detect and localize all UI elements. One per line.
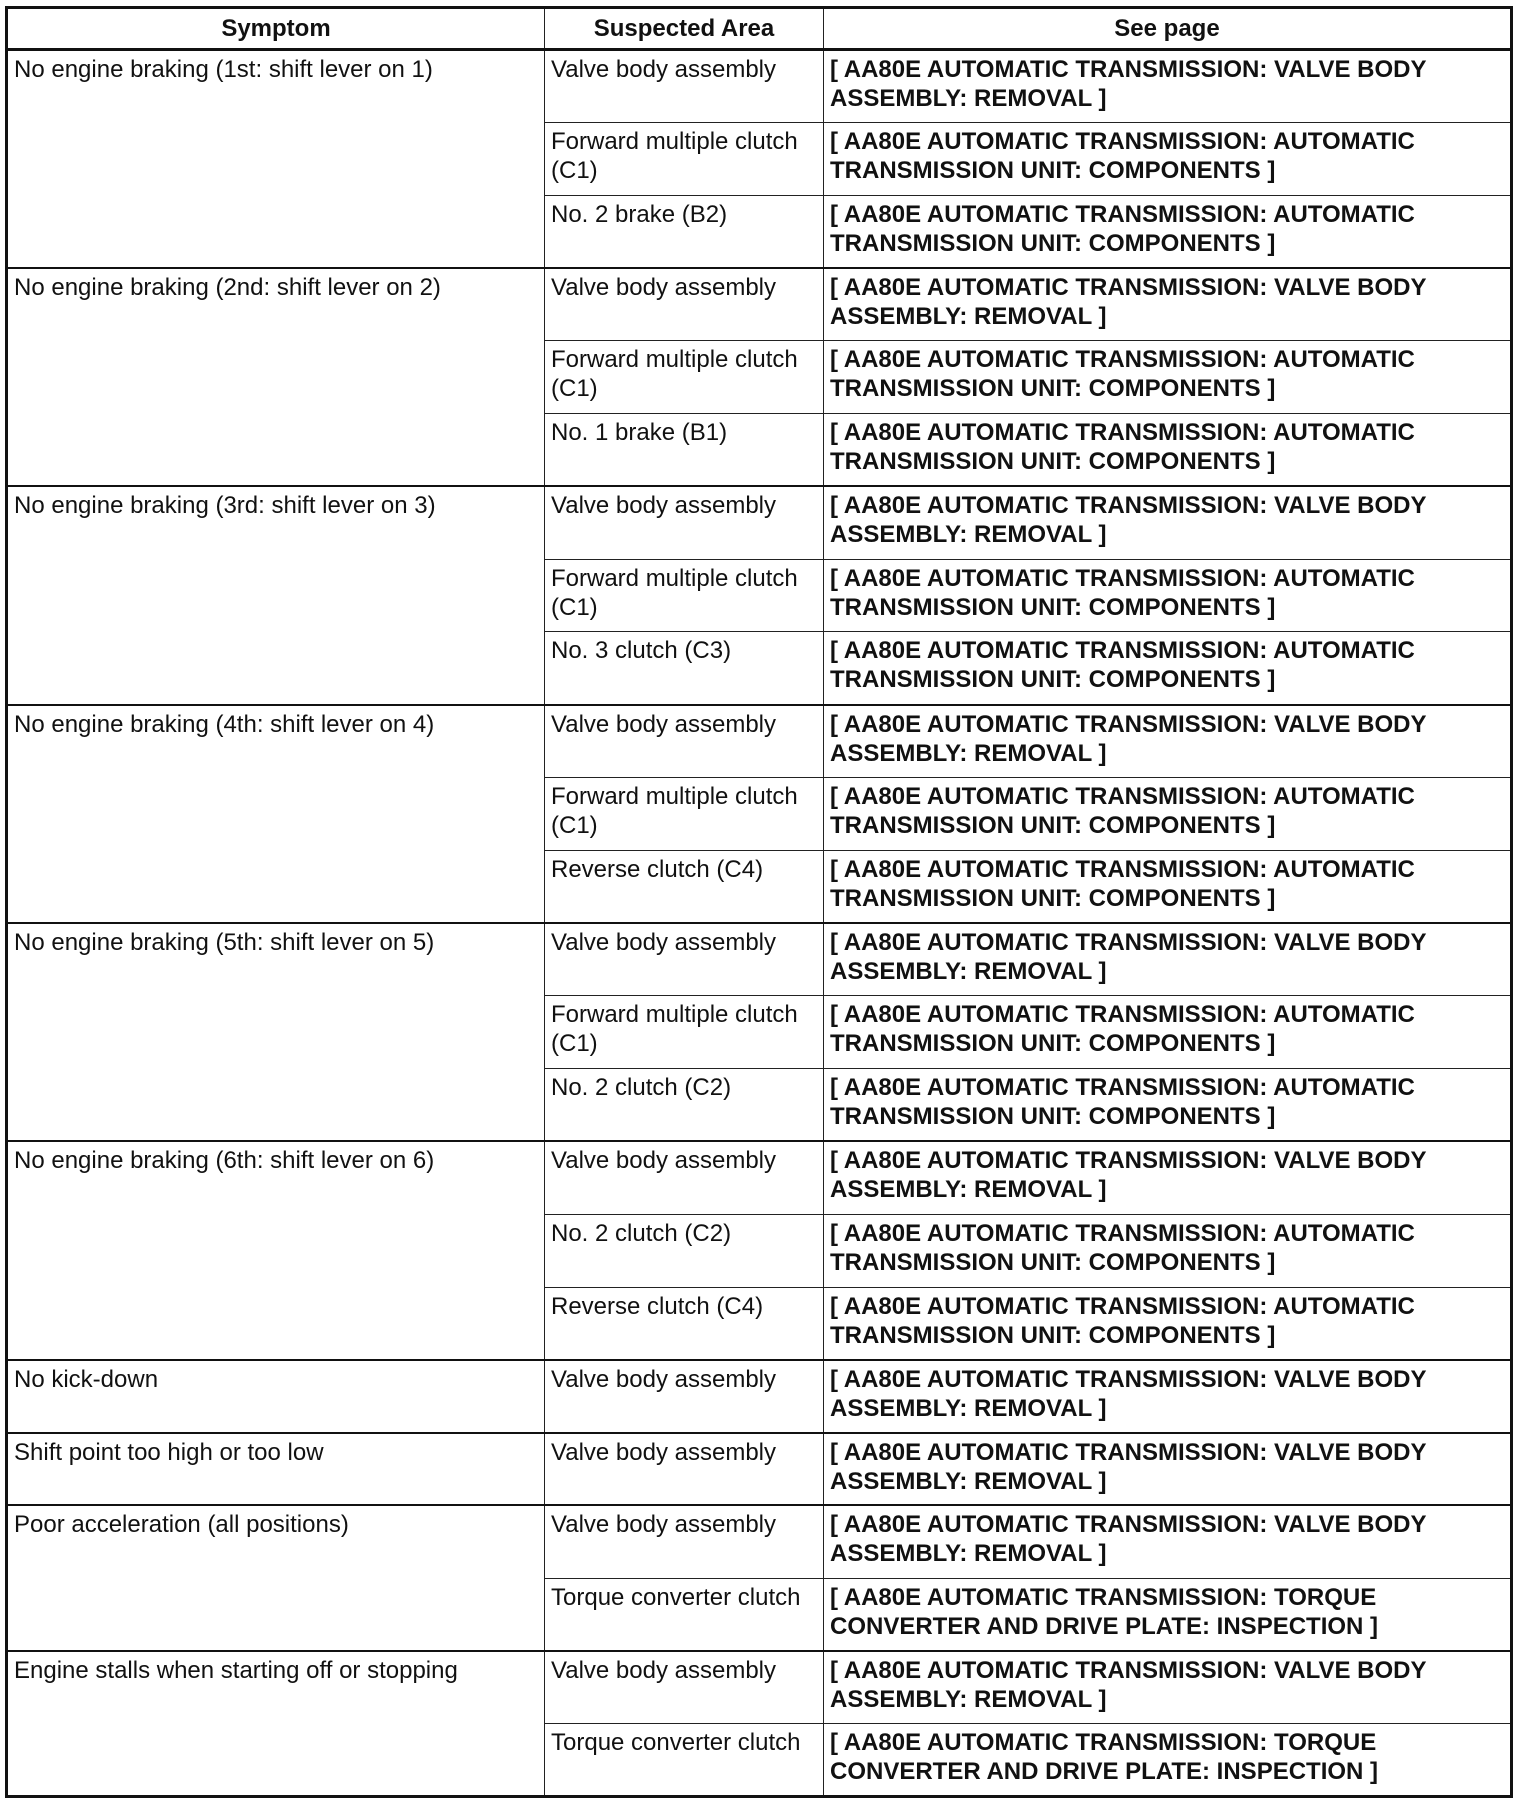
suspected-area-cell: Valve body assembly [545,1651,824,1724]
see-page-reference-link[interactable]: [ AA80E AUTOMATIC TRANSMISSION: AUTOMATIC TRANSMISSION UNIT: COMPONENTS ] [824,559,1512,632]
symptom-cell: No engine braking (5th: shift lever on 5) [7,923,545,1141]
see-page-reference-link[interactable]: [ AA80E AUTOMATIC TRANSMISSION: VALVE BODY ASSEMBLY: REMOVAL ] [824,486,1512,559]
see-page-reference-link[interactable]: [ AA80E AUTOMATIC TRANSMISSION: VALVE BODY ASSEMBLY: REMOVAL ] [824,1651,1512,1724]
table-row [7,705,1512,778]
symptom-table-container [5,6,1510,1798]
table-row [7,1433,1512,1506]
suspected-area-cell: Reverse clutch (C4) [545,1287,824,1360]
see-page-reference-link[interactable]: [ AA80E AUTOMATIC TRANSMISSION: AUTOMATIC TRANSMISSION UNIT: COMPONENTS ] [824,195,1512,268]
symptom-group [7,50,1512,268]
header-see-page: See page [824,8,1512,50]
table-row [7,1141,1512,1214]
table-header-row [7,8,1512,50]
suspected-area-cell: Torque converter clutch [545,1578,824,1651]
symptom-group [7,705,1512,923]
symptom-group [7,1141,1512,1359]
suspected-area-cell: Valve body assembly [545,923,824,996]
symptom-cell: No kick-down [7,1360,545,1433]
see-page-reference-link[interactable]: [ AA80E AUTOMATIC TRANSMISSION: AUTOMATIC TRANSMISSION UNIT: COMPONENTS ] [824,122,1512,195]
symptom-cell: No engine braking (1st: shift lever on 1) [7,50,545,268]
suspected-area-cell: Valve body assembly [545,1433,824,1506]
see-page-reference-link[interactable]: [ AA80E AUTOMATIC TRANSMISSION: VALVE BODY ASSEMBLY: REMOVAL ] [824,1433,1512,1506]
see-page-reference-link[interactable]: [ AA80E AUTOMATIC TRANSMISSION: AUTOMATIC TRANSMISSION UNIT: COMPONENTS ] [824,850,1512,923]
suspected-area-cell: Valve body assembly [545,705,824,778]
suspected-area-cell: Valve body assembly [545,1141,824,1214]
suspected-area-cell: No. 1 brake (B1) [545,413,824,486]
symptom-group [7,1433,1512,1506]
see-page-reference-link[interactable]: [ AA80E AUTOMATIC TRANSMISSION: VALVE BODY ASSEMBLY: REMOVAL ] [824,1505,1512,1578]
see-page-reference-link[interactable]: [ AA80E AUTOMATIC TRANSMISSION: VALVE BODY ASSEMBLY: REMOVAL ] [824,50,1512,123]
symptom-cell: Poor acceleration (all positions) [7,1505,545,1651]
symptom-cell: Shift point too high or too low [7,1433,545,1506]
symptom-group [7,486,1512,704]
see-page-reference-link[interactable]: [ AA80E AUTOMATIC TRANSMISSION: VALVE BODY ASSEMBLY: REMOVAL ] [824,268,1512,341]
see-page-reference-link[interactable]: [ AA80E AUTOMATIC TRANSMISSION: AUTOMATIC TRANSMISSION UNIT: COMPONENTS ] [824,996,1512,1069]
see-page-reference-link[interactable]: [ AA80E AUTOMATIC TRANSMISSION: AUTOMATIC TRANSMISSION UNIT: COMPONENTS ] [824,341,1512,414]
suspected-area-cell: No. 2 clutch (C2) [545,1214,824,1287]
table-row [7,1505,1512,1578]
table-row [7,923,1512,996]
suspected-area-cell: No. 2 clutch (C2) [545,1069,824,1142]
symptom-cell: No engine braking (2nd: shift lever on 2) [7,268,545,486]
see-page-reference-link[interactable]: [ AA80E AUTOMATIC TRANSMISSION: TORQUE CONVERTER AND DRIVE PLATE: INSPECTION ] [824,1578,1512,1651]
suspected-area-cell: Forward multiple clutch (C1) [545,777,824,850]
symptom-group [7,923,1512,1141]
suspected-area-cell: Torque converter clutch [545,1724,824,1797]
see-page-reference-link[interactable]: [ AA80E AUTOMATIC TRANSMISSION: AUTOMATIC TRANSMISSION UNIT: COMPONENTS ] [824,1287,1512,1360]
symptom-table [5,6,1513,1798]
symptom-group [7,268,1512,486]
suspected-area-cell: No. 2 brake (B2) [545,195,824,268]
table-row [7,486,1512,559]
table-row [7,50,1512,123]
suspected-area-cell: Valve body assembly [545,1360,824,1433]
symptom-cell: No engine braking (3rd: shift lever on 3) [7,486,545,704]
symptom-group [7,1651,1512,1797]
symptom-cell: No engine braking (4th: shift lever on 4) [7,705,545,923]
suspected-area-cell: Forward multiple clutch (C1) [545,341,824,414]
suspected-area-cell: Forward multiple clutch (C1) [545,122,824,195]
suspected-area-cell: Reverse clutch (C4) [545,850,824,923]
header-suspected-area: Suspected Area [545,8,824,50]
see-page-reference-link[interactable]: [ AA80E AUTOMATIC TRANSMISSION: AUTOMATIC TRANSMISSION UNIT: COMPONENTS ] [824,777,1512,850]
see-page-reference-link[interactable]: [ AA80E AUTOMATIC TRANSMISSION: VALVE BODY ASSEMBLY: REMOVAL ] [824,1141,1512,1214]
see-page-reference-link[interactable]: [ AA80E AUTOMATIC TRANSMISSION: AUTOMATIC TRANSMISSION UNIT: COMPONENTS ] [824,1069,1512,1142]
suspected-area-cell: Forward multiple clutch (C1) [545,559,824,632]
table-row [7,1360,1512,1433]
see-page-reference-link[interactable]: [ AA80E AUTOMATIC TRANSMISSION: AUTOMATIC TRANSMISSION UNIT: COMPONENTS ] [824,413,1512,486]
see-page-reference-link[interactable]: [ AA80E AUTOMATIC TRANSMISSION: TORQUE CONVERTER AND DRIVE PLATE: INSPECTION ] [824,1724,1512,1797]
suspected-area-cell: Forward multiple clutch (C1) [545,996,824,1069]
header-symptom: Symptom [7,8,545,50]
suspected-area-cell: Valve body assembly [545,486,824,559]
symptom-group [7,1360,1512,1433]
see-page-reference-link[interactable]: [ AA80E AUTOMATIC TRANSMISSION: AUTOMATIC TRANSMISSION UNIT: COMPONENTS ] [824,1214,1512,1287]
see-page-reference-link[interactable]: [ AA80E AUTOMATIC TRANSMISSION: VALVE BODY ASSEMBLY: REMOVAL ] [824,923,1512,996]
suspected-area-cell: Valve body assembly [545,50,824,123]
symptom-group [7,1505,1512,1651]
symptom-cell: Engine stalls when starting off or stopping [7,1651,545,1797]
table-row [7,268,1512,341]
suspected-area-cell: Valve body assembly [545,1505,824,1578]
see-page-reference-link[interactable]: [ AA80E AUTOMATIC TRANSMISSION: AUTOMATIC TRANSMISSION UNIT: COMPONENTS ] [824,632,1512,705]
see-page-reference-link[interactable]: [ AA80E AUTOMATIC TRANSMISSION: VALVE BODY ASSEMBLY: REMOVAL ] [824,1360,1512,1433]
table-row [7,1651,1512,1724]
suspected-area-cell: No. 3 clutch (C3) [545,632,824,705]
symptom-cell: No engine braking (6th: shift lever on 6) [7,1141,545,1359]
see-page-reference-link[interactable]: [ AA80E AUTOMATIC TRANSMISSION: VALVE BODY ASSEMBLY: REMOVAL ] [824,705,1512,778]
suspected-area-cell: Valve body assembly [545,268,824,341]
